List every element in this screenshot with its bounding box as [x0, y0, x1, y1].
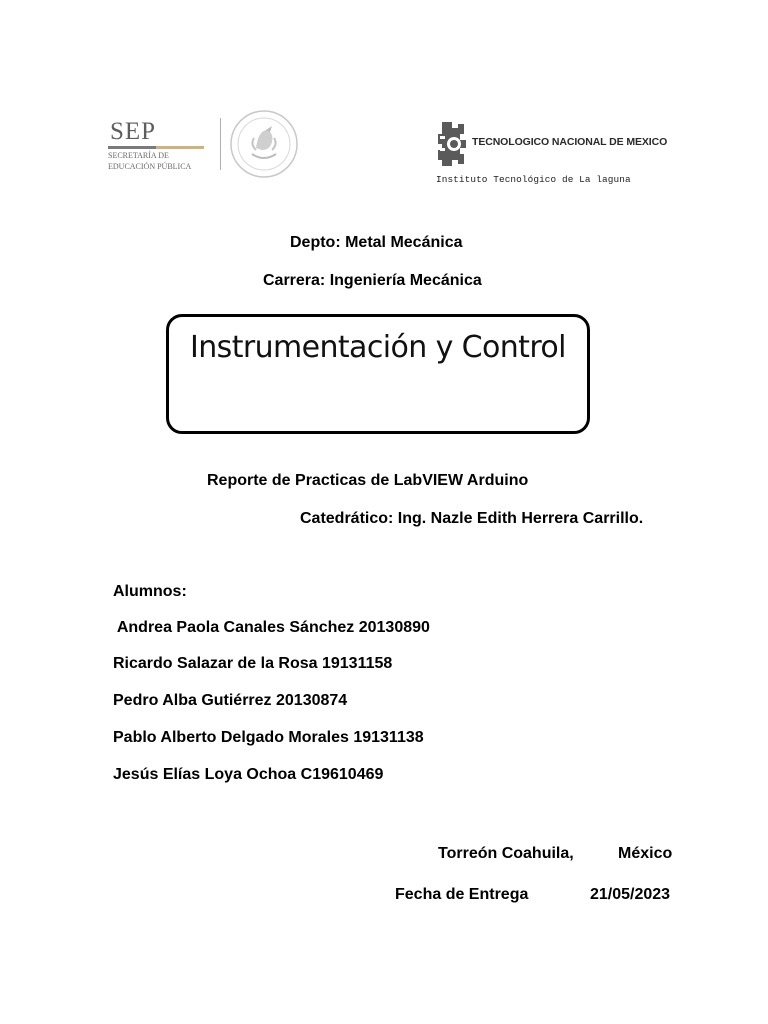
student-item: Jesús Elías Loya Ochoa C19610469	[113, 766, 384, 783]
institute-name: Instituto Tecnológico de La laguna	[436, 174, 631, 185]
teacher-label: Catedrático: Ing. Nazle Edith Herrera Carrillo.	[300, 510, 644, 527]
delivery-date-label: Fecha de Entrega	[395, 886, 529, 903]
course-title: Instrumentación y Control	[190, 330, 566, 365]
sep-wordmark: SEP	[110, 118, 157, 145]
student-item: Pablo Alberto Delgado Morales 19131138	[113, 729, 424, 746]
logo-divider	[220, 118, 221, 170]
sep-divider-bar	[108, 146, 204, 149]
career-label: Carrera: Ingeniería Mecánica	[263, 272, 482, 289]
tecnm-logo	[436, 116, 676, 192]
tecnm-gear-icon	[436, 118, 470, 168]
student-item: Pedro Alba Gutiérrez 20130874	[113, 692, 348, 709]
country-label: México	[618, 845, 673, 862]
sep-logo	[106, 106, 306, 186]
tecnm-name: TECNOLOGICO NACIONAL DE MEXICO	[472, 136, 668, 148]
student-item: Ricardo Salazar de la Rosa 19131158	[113, 655, 393, 672]
student-item: Andrea Paola Canales Sánchez 20130890	[113, 619, 430, 636]
sep-subtitle-line2: EDUCACIÓN PÚBLICA	[108, 162, 192, 171]
delivery-date-value: 21/05/2023	[590, 886, 671, 903]
students-label: Alumnos:	[113, 583, 187, 600]
report-title: Reporte de Practicas de LabVIEW Arduino	[207, 472, 529, 489]
mexico-coat-of-arms-icon	[228, 108, 300, 180]
city-label: Torreón Coahuila,	[438, 845, 574, 862]
sep-subtitle-line1: SECRETARÍA DE	[108, 151, 169, 160]
department-label: Depto: Metal Mecánica	[290, 234, 463, 251]
